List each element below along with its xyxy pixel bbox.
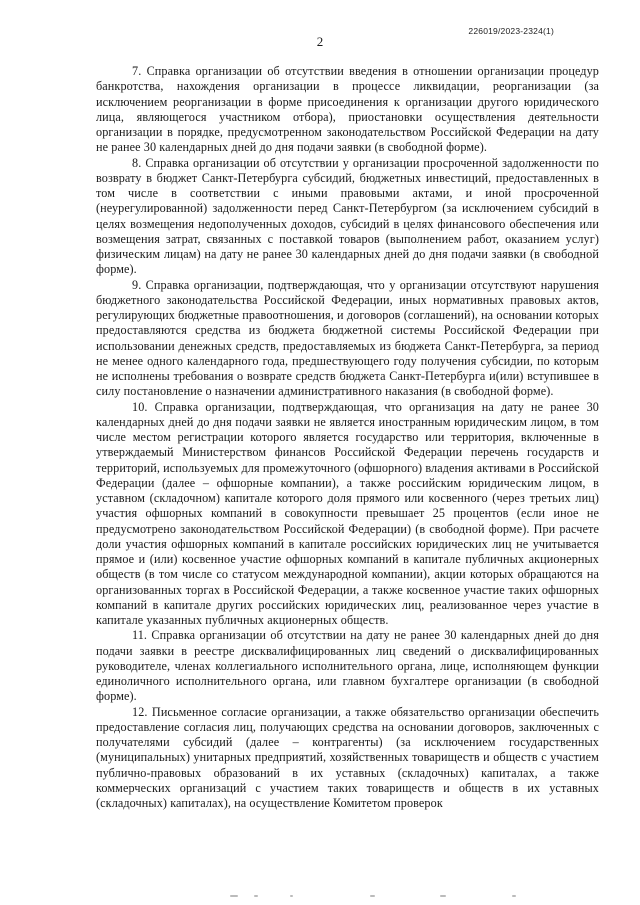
paragraph-8: 8. Справка организации об отсутствии у организации просроченной задолженности по возврату в бюджет Санкт-Петербурга субсидий, бюджетных инвестиций, предоставленных в том числе в соответствии с иными правовыми актами, и иной просроченной (неурегулированной) задолженности перед Санкт-Петербургом (за исключением субсидий в целях возмещения недополученных доходов, субсидий в целях финансового обеспечения или возмещения затрат, связанных с поставкой товаров (выполнением работ, оказанием услуг) физическим лицам) на дату не ранее 30 календарных дней до дня подачи заявки (в свободной форме). xyxy=(96,155,599,277)
paragraph-9: 9. Справка организации, подтверждающая, что у организации отсутствуют нарушения бюджетного законодательства Российской Федерации, иных нормативных правовых актов, регулирующих бюджетные правоотношения, и договоров (соглашений), на основании которых предоставляются средства из бюджета бюджетной системы Российской Федерации при использовании денежных средств, предоставляемых из бюджета Санкт-Петербурга, за период не менее одного календарного года, предшествующего году получения субсидии, по которым не исполнены требования о возврате средств бюджета Санкт-Петербурга и(или) вступившее в силу постановление о назначении административного наказания (в свободной форме). xyxy=(96,277,599,399)
paragraph-10: 10. Справка организации, подтверждающая, что организация на дату не ранее 30 календарных дней до дня подачи заявки не является иностранным юридическим лицом, в том числе местом регистрации которого является государство или территория, включенные в утверждаемый Министерством финансов Российской Федерации перечень государств и территорий, используемых для промежуточного (офшорного) владения активами в Российской Федерации (далее – офшорные компании), а также российским юридическим лицом, в уставном (складочном) капитале которого доля прямого или косвенного (через третьих лиц) участия офшорных компаний в совокупности превышает 25 процентов (если иное не предусмотрено законодательством Российской Федерации) (в свободной форме). При расчете доли участия офшорных компаний в капитале российских юридических лиц не учитывается прямое и (или) косвенное участие офшорных компаний в капитале публичных акционерных обществ (в том числе со статусом международной компании), акции которых обращаются на организованных торгах в Российской Федерации, а также косвенное участие таких офшорных компаний в капитале других российских юридических лиц, реализованное через участие в капитале указанных публичных акционерных обществ. xyxy=(96,399,599,627)
document-body xyxy=(96,64,599,811)
paragraph-11: 11. Справка организации об отсутствии на дату не ранее 30 календарных дней до дня подачи заявки в реестре дисквалифицированных лиц сведений о дисквалифицированных руководителе, членах коллегиального исполнительного органа, лице, исполняющем функции единоличного исполнительного органа, или главном бухгалтере организации (в свободной форме). xyxy=(96,628,599,704)
page-number: 2 xyxy=(316,34,324,49)
paragraph-7: 7. Справка организации об отсутствии введения в отношении организации процедур банкротства, нахождения организации в процессе ликвидации, реорганизации (за исключением реорганизации в форме присоединения к организации другого юридического лица, являющегося участником отбора), приостановки осуществления деятельности организации в порядке, предусмотренном законодательством Российской Федерации на дату не ранее 30 календарных дней до дня подачи заявки (в свободной форме). xyxy=(96,64,599,155)
scan-artifact xyxy=(230,895,530,901)
document-registration-code: 226019/2023-2324(1) xyxy=(468,26,554,36)
paragraph-12: 12. Письменное согласие организации, а также обязательство организации обеспечить предоставление согласия лиц, получающих средства на основании договоров, заключенных с получателями субсидий (далее – контрагенты) (за исключением государственных (муниципальных) унитарных предприятий, хозяйственных товариществ и обществ с участием публично-правовых образований в их уставных (складочных) капиталах, а также коммерческих организаций с участием таких товариществ и обществ в их уставных (складочных) капиталах), на осуществление Комитетом проверок xyxy=(96,704,599,810)
